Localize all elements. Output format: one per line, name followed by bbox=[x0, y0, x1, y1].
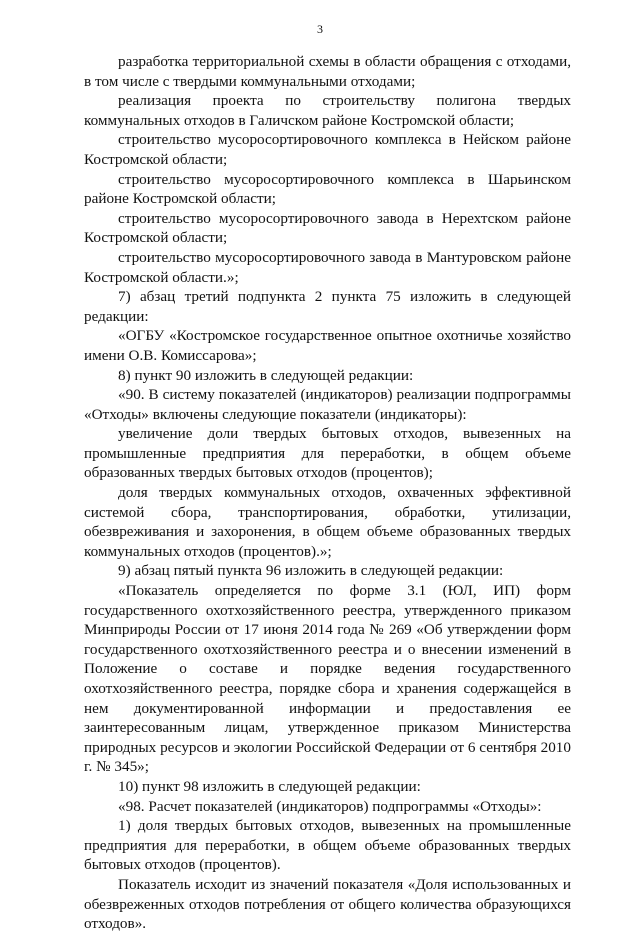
paragraph: строительство мусоросортировочного завода в Мантуровском районе Костромской области.»; bbox=[84, 248, 571, 286]
paragraph: 1) доля твердых бытовых отходов, вывезенных на промышленные предприятия для переработки, в общем объеме образованных твердых бытовых отходов (процентов). bbox=[84, 817, 571, 874]
paragraph: «98. Расчет показателей (индикаторов) подпрограммы «Отходы»: bbox=[118, 797, 542, 815]
paragraph: строительство мусоросортировочного завода в Нерехтском районе Костромской области; bbox=[84, 209, 571, 247]
paragraph: «90. В систему показателей (индикаторов) реализации подпрограммы «Отходы» включены следующие показатели (индикаторы): bbox=[84, 386, 571, 423]
paragraph: строительство мусоросортировочного комплекса в Нейском районе Костромской области; bbox=[84, 131, 571, 168]
paragraph: «Показатель определяется по форме 3.1 (ЮЛ, ИП) форм государственного охотхозяйственного реестра, утвержденного приказом Минприроды России от 17 июня 2014 года № 269 «Об утверждении форм государственного охотхозяйственного реестра и о внесении изменений в Положение о составе и порядке ведения государственного охотхозяйственного реестра, порядке сбора и хранения содержащейся в нем документированной информации и предоставления ее заинтересованным лицам, утвержденное приказом Министерства природных ресурсов и экологии Российской Федерации от 6 сентября 2010 г. № 345»; bbox=[84, 582, 571, 776]
paragraph: 7) абзац третий подпункта 2 пункта 75 изложить в следующей редакции: bbox=[84, 288, 571, 325]
paragraph: Показатель исходит из значений показателя «Доля использованных и обезвреженных отходов потребления от общего количества образующихся отходов». bbox=[84, 875, 571, 933]
page-number: 3 bbox=[317, 22, 323, 36]
paragraph: 9) абзац пятый пункта 96 изложить в следующей редакции: bbox=[118, 562, 504, 580]
paragraph: 8) пункт 90 изложить в следующей редакции: bbox=[118, 366, 414, 384]
paragraph: увеличение доли твердых бытовых отходов, вывезенных на промышленные предприятия для переработки, в общем объеме образованных твердых бытовых отходов (процентов); bbox=[84, 425, 571, 482]
paragraph: строительство мусоросортировочного комплекса в Шарьинском районе Костромской области; bbox=[84, 170, 571, 208]
paragraph: разработка территориальной схемы в области обращения с отходами, в том числе с твердыми коммунальными отходами; bbox=[84, 53, 571, 90]
document-body bbox=[84, 52, 571, 934]
paragraph: доля твердых коммунальных отходов, охваченных эффективной системой сбора, транспортирования, обработки, утилизации, обезвреживания и захоронения, в общем объеме образованных твердых коммунальных отходов (процентов).»; bbox=[84, 484, 571, 560]
paragraph: «ОГБУ «Костромское государственное опытное охотничье хозяйство имени О.В. Комиссарова»; bbox=[84, 327, 571, 364]
paragraph: реализация проекта по строительству полигона твердых коммунальных отходов в Галичском районе Костромской области; bbox=[84, 92, 571, 129]
paragraph: 10) пункт 98 изложить в следующей редакции: bbox=[118, 777, 421, 795]
